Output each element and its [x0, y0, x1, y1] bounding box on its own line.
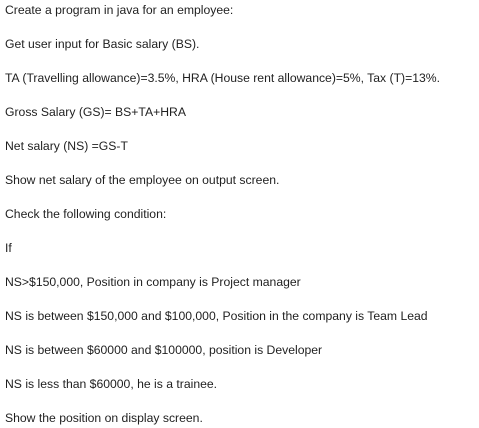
- line-project-manager: NS>$150,000, Position in company is Project manager: [5, 275, 301, 289]
- line-check-condition: Check the following condition:: [5, 207, 167, 221]
- line-developer: NS is between $60000 and $100000, position is Developer: [5, 343, 323, 357]
- line-show-net-salary: Show net salary of the employee on output screen.: [5, 173, 280, 187]
- line-team-lead: NS is between $150,000 and $100,000, Position in the company is Team Lead: [5, 309, 428, 323]
- line-user-input: Get user input for Basic salary (BS).: [5, 37, 200, 51]
- line-trainee: NS is less than $60000, he is a trainee.: [5, 377, 218, 391]
- line-allowances: TA (Travelling allowance)=3.5%, HRA (House rent allowance)=5%, Tax (T)=13%.: [5, 71, 440, 85]
- line-if: If: [5, 241, 12, 255]
- line-gross-salary: Gross Salary (GS)= BS+TA+HRA: [5, 105, 186, 119]
- line-task-intro: Create a program in java for an employee:: [5, 3, 234, 17]
- line-net-salary: Net salary (NS) =GS-T: [5, 139, 128, 153]
- line-show-position: Show the position on display screen.: [5, 411, 203, 425]
